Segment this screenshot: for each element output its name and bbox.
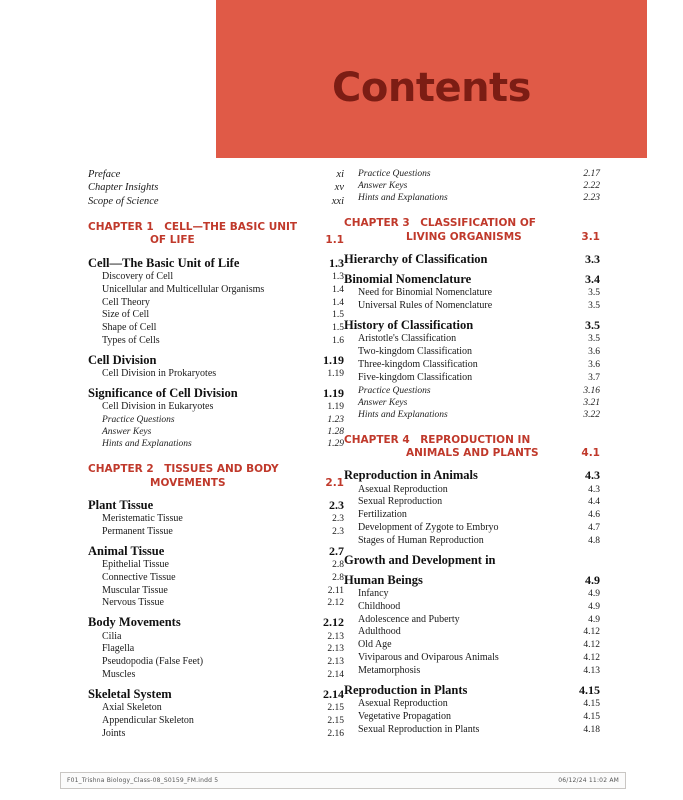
toc-entry-page: 3.7 xyxy=(588,372,600,383)
toc-entry-label: Need for Binomial Nomenclature xyxy=(358,287,493,299)
chapter-title-line1: CELL—THE BASIC UNIT xyxy=(164,221,298,234)
toc-entry-page: 2.15 xyxy=(327,715,344,726)
toc-entry-page: 4.4 xyxy=(588,497,600,508)
contents-body xyxy=(0,168,683,768)
toc-entry-label: Muscles xyxy=(102,668,136,680)
toc-entry-label: Five-kingdom Classification xyxy=(358,371,473,383)
banner-cut-right xyxy=(647,18,683,158)
toc-entry-label: Hints and Explanations xyxy=(358,409,448,420)
toc-entry-page: xv xyxy=(334,182,344,194)
chapter-heading-text xyxy=(88,221,325,247)
toc-entry-page: 2.14 xyxy=(327,669,344,680)
toc-entry-page: 1.3 xyxy=(329,255,344,270)
toc-entry-label: Cell Division in Eukaryotes xyxy=(102,401,214,413)
toc-entry-page: 3.21 xyxy=(583,397,600,408)
toc-entry[interactable] xyxy=(344,496,600,509)
toc-entry[interactable] xyxy=(88,309,344,322)
toc-entry-page: 1.5 xyxy=(332,310,344,321)
chapter-heading-text xyxy=(344,217,581,243)
toc-entry-label: Practice Questions xyxy=(358,169,431,179)
chapter-title-line2: OF LIFE xyxy=(150,234,195,247)
toc-entry-page: 4.12 xyxy=(583,627,600,638)
chapter-title-line1: CLASSIFICATION OF xyxy=(420,217,536,230)
toc-entry[interactable] xyxy=(344,652,600,665)
toc-entry[interactable] xyxy=(88,614,344,630)
toc-entry-label: Two-kingdom Classification xyxy=(358,346,473,358)
toc-entry[interactable] xyxy=(344,409,600,421)
chapter-title-line2: MOVEMENTS xyxy=(150,476,226,489)
chapter-label: CHAPTER 2 xyxy=(88,463,165,476)
chapter-title-line2: LIVING ORGANISMS xyxy=(406,230,522,243)
contents-column-left xyxy=(88,168,344,741)
toc-entry[interactable] xyxy=(88,702,344,715)
toc-entry-label: Answer Keys xyxy=(102,427,152,438)
toc-entry-page: 3.3 xyxy=(585,251,600,266)
toc-entry-label: Viviparous and Oviparous Animals xyxy=(358,651,499,663)
toc-entry-page: 4.18 xyxy=(583,724,600,735)
toc-entry[interactable] xyxy=(88,597,344,610)
toc-entry[interactable] xyxy=(344,467,600,483)
chapter-page: 3.1 xyxy=(581,230,600,243)
toc-entry-label: Joints xyxy=(102,727,126,739)
toc-entry-page: 1.5 xyxy=(332,323,344,334)
toc-entry[interactable] xyxy=(344,397,600,409)
toc-entry[interactable] xyxy=(344,509,600,522)
toc-entry-page: 4.7 xyxy=(588,523,600,534)
footer-filename: F01_Trishna Biology_Class-08_S0159_FM.indd 5 xyxy=(67,777,219,784)
toc-entry[interactable] xyxy=(88,686,344,702)
banner-notch-right xyxy=(647,0,683,18)
toc-entry-page: 2.7 xyxy=(329,543,344,558)
toc-entry[interactable] xyxy=(344,317,600,333)
toc-entry[interactable] xyxy=(88,513,344,526)
toc-entry-label: Sexual Reproduction xyxy=(358,496,443,508)
toc-entry[interactable] xyxy=(344,626,600,639)
toc-entry-page: 1.19 xyxy=(327,369,344,380)
toc-entry-label: Size of Cell xyxy=(102,309,150,321)
toc-entry-label: Nervous Tissue xyxy=(102,597,164,609)
toc-entry-page: 2.14 xyxy=(323,686,344,701)
toc-entry-page: 3.5 xyxy=(588,288,600,299)
toc-entry-label: Asexual Reproduction xyxy=(358,697,448,709)
toc-entry-label: Animal Tissue xyxy=(88,543,165,558)
toc-entry-label: Significance of Cell Division xyxy=(88,385,238,400)
toc-entry[interactable] xyxy=(88,271,344,284)
toc-entry-label: Universal Rules of Nomenclature xyxy=(358,300,493,312)
toc-entry-page: 4.13 xyxy=(583,665,600,676)
toc-entry-label: Scope of Science xyxy=(88,195,159,207)
toc-entry-label: History of Classification xyxy=(344,318,474,333)
toc-entry-label: Preface xyxy=(88,169,121,180)
toc-entry-page: 4.12 xyxy=(583,640,600,651)
toc-entry[interactable] xyxy=(88,297,344,310)
toc-entry-page: 4.9 xyxy=(588,601,600,612)
toc-entry[interactable] xyxy=(344,180,600,192)
toc-entry-page: 3.5 xyxy=(588,334,600,345)
toc-entry-page: 1.4 xyxy=(332,284,344,295)
header-banner xyxy=(0,0,683,158)
toc-entry-page: 4.3 xyxy=(588,484,600,495)
toc-entry-page: 3.6 xyxy=(588,359,600,370)
toc-entry-page: 1.3 xyxy=(332,271,344,282)
toc-entry[interactable] xyxy=(344,484,600,497)
toc-entry-label: Metamorphosis xyxy=(358,664,421,676)
toc-entry-label: Practice Questions xyxy=(358,385,431,396)
chapter-label: CHAPTER 1 xyxy=(88,221,165,234)
toc-entry-label: Practice Questions xyxy=(102,415,175,426)
toc-entry-label: Chapter Insights xyxy=(88,182,159,194)
toc-entry-page: 1.29 xyxy=(327,439,344,450)
toc-entry[interactable] xyxy=(88,526,344,539)
toc-entry[interactable] xyxy=(88,414,344,426)
toc-entry-page: 2.3 xyxy=(332,526,344,537)
toc-entry[interactable] xyxy=(344,271,600,287)
toc-entry-page: 2.15 xyxy=(327,703,344,714)
toc-entry[interactable] xyxy=(88,728,344,741)
toc-entry-label: Cell Division xyxy=(88,352,157,367)
toc-entry[interactable] xyxy=(344,665,600,678)
toc-entry-page: 2.13 xyxy=(327,644,344,655)
toc-entry-label: Childhood xyxy=(358,600,401,612)
contents-column-right xyxy=(344,168,600,736)
toc-entry-label: Adulthood xyxy=(358,626,401,638)
toc-entry[interactable] xyxy=(88,585,344,598)
chapter-page: 2.1 xyxy=(325,476,344,489)
toc-entry-label: Sexual Reproduction in Plants xyxy=(358,723,480,735)
toc-entry-label: Pseudopodia (False Feet) xyxy=(102,656,204,668)
toc-entry-page: 1.4 xyxy=(332,297,344,308)
chapter-heading-2[interactable] xyxy=(88,463,344,489)
toc-entry-label: Connective Tissue xyxy=(102,571,176,583)
toc-entry-label: Hierarchy of Classification xyxy=(344,251,488,266)
toc-entry-page: 1.28 xyxy=(327,427,344,438)
toc-entry[interactable] xyxy=(88,322,344,335)
chapter-title-line1: TISSUES AND BODY xyxy=(164,463,279,476)
toc-entry-page: 3.22 xyxy=(583,409,600,420)
toc-entry-page: 2.3 xyxy=(329,497,344,512)
toc-entry[interactable] xyxy=(344,588,600,601)
toc-entry-label: Types of Cells xyxy=(102,334,160,346)
toc-entry[interactable] xyxy=(88,368,344,381)
toc-entry-page: 1.19 xyxy=(323,385,344,400)
toc-entry[interactable] xyxy=(344,385,600,397)
toc-entry-page: 2.8 xyxy=(332,560,344,571)
toc-entry[interactable] xyxy=(88,656,344,669)
toc-entry-page: 4.12 xyxy=(583,652,600,663)
toc-entry-label: Body Movements xyxy=(88,615,181,630)
toc-entry-page: xi xyxy=(336,169,344,180)
toc-entry[interactable] xyxy=(88,559,344,572)
toc-entry[interactable] xyxy=(88,497,344,513)
toc-entry[interactable] xyxy=(88,715,344,728)
toc-entry-page: 2.16 xyxy=(327,728,344,739)
toc-entry[interactable] xyxy=(344,251,600,267)
toc-entry-label: Cell Division in Prokaryotes xyxy=(102,368,217,380)
toc-entry-page: 4.9 xyxy=(588,614,600,625)
toc-entry-page: 4.8 xyxy=(588,535,600,546)
toc-entry-label: Three-kingdom Classification xyxy=(358,358,478,370)
toc-entry[interactable] xyxy=(88,643,344,656)
toc-entry-page: 3.5 xyxy=(588,301,600,312)
toc-entry-label: Adolescence and Puberty xyxy=(358,613,460,625)
toc-entry[interactable] xyxy=(344,639,600,652)
toc-entry-label: Skeletal System xyxy=(88,686,172,701)
toc-entry-page: xxi xyxy=(331,195,344,207)
toc-entry-page: 2.8 xyxy=(332,572,344,583)
footer-timestamp: 06/12/24 11:02 AM xyxy=(558,777,619,784)
toc-entry-label: Growth and Development in xyxy=(344,552,496,567)
chapter-heading-3[interactable] xyxy=(344,217,600,243)
toc-entry[interactable] xyxy=(88,352,344,368)
toc-entry-label: Asexual Reproduction xyxy=(358,483,448,495)
toc-entry-page: 2.11 xyxy=(327,585,344,596)
toc-entry[interactable] xyxy=(88,426,344,438)
toc-entry-page: 2.22 xyxy=(583,181,600,192)
toc-entry[interactable] xyxy=(88,543,344,559)
toc-entry-page: 4.15 xyxy=(583,698,600,709)
toc-entry-label: Answer Keys xyxy=(358,397,408,408)
toc-entry-label: Hints and Explanations xyxy=(102,439,192,450)
toc-entry-page: 3.6 xyxy=(588,347,600,358)
toc-entry-page: 4.15 xyxy=(579,682,600,697)
toc-entry-page: 4.9 xyxy=(585,572,600,587)
toc-entry[interactable] xyxy=(344,522,600,535)
toc-entry-page: 4.15 xyxy=(583,711,600,722)
toc-entry[interactable] xyxy=(88,335,344,348)
toc-entry-page: 4.9 xyxy=(588,589,600,599)
toc-entry-label: Development of Zygote to Embryo xyxy=(358,522,499,534)
toc-entry[interactable] xyxy=(88,255,344,271)
toc-entry-label: Meristematic Tissue xyxy=(102,513,183,525)
toc-entry[interactable] xyxy=(344,346,600,359)
toc-entry[interactable] xyxy=(88,631,344,644)
banner-notch-left xyxy=(0,0,216,18)
toc-entry-label: Hints and Explanations xyxy=(358,193,448,204)
toc-entry-label: Aristotle's Classification xyxy=(358,333,457,345)
toc-entry-label: Infancy xyxy=(358,588,389,599)
toc-entry-label: Human Beings xyxy=(344,572,423,587)
toc-entry-label: Reproduction in Plants xyxy=(344,682,468,697)
toc-entry-page: 4.6 xyxy=(588,510,600,521)
front-matter-entry[interactable] xyxy=(88,195,344,208)
toc-entry[interactable] xyxy=(344,287,600,300)
chapter-title-line2: ANIMALS AND PLANTS xyxy=(406,447,539,460)
toc-entry-page: 2.17 xyxy=(583,169,600,179)
toc-entry-label: Reproduction in Animals xyxy=(344,468,478,483)
toc-entry-label: Binomial Nomenclature xyxy=(344,272,472,287)
toc-entry-page: 2.12 xyxy=(327,598,344,609)
toc-entry-label: Unicellular and Multicellular Organisms xyxy=(102,283,265,295)
toc-entry-label: Old Age xyxy=(358,639,392,651)
toc-entry[interactable] xyxy=(344,601,600,614)
chapter-label: CHAPTER 4 xyxy=(344,434,421,447)
toc-entry-page: 1.19 xyxy=(327,402,344,413)
toc-entry-page: 2.13 xyxy=(327,631,344,642)
toc-entry-page: 3.16 xyxy=(583,385,600,396)
toc-entry-label: Shape of Cell xyxy=(102,322,157,334)
toc-entry[interactable] xyxy=(344,572,600,588)
toc-entry-label: Flagella xyxy=(102,643,135,655)
chapter-label: CHAPTER 3 xyxy=(344,217,421,230)
toc-entry[interactable] xyxy=(88,385,344,401)
toc-entry[interactable] xyxy=(88,438,344,450)
toc-entry[interactable] xyxy=(344,333,600,346)
toc-entry[interactable] xyxy=(88,669,344,682)
toc-entry-label: Epithelial Tissue xyxy=(102,559,169,571)
front-matter-entry[interactable] xyxy=(88,181,344,194)
toc-entry[interactable] xyxy=(344,192,600,204)
page-footer xyxy=(60,772,626,789)
toc-entry[interactable] xyxy=(88,284,344,297)
toc-entry-label: Cell Theory xyxy=(102,296,150,308)
toc-entry[interactable] xyxy=(88,572,344,585)
page-title: Contents xyxy=(332,65,531,111)
toc-entry-label: Cilia xyxy=(102,630,122,642)
toc-entry[interactable] xyxy=(344,552,600,568)
toc-entry-page: 4.3 xyxy=(585,468,600,483)
toc-entry[interactable] xyxy=(344,682,600,698)
toc-entry[interactable] xyxy=(344,535,600,548)
toc-entry-label: Appendicular Skeleton xyxy=(102,714,194,726)
toc-entry-page: 2.23 xyxy=(583,193,600,204)
toc-entry-label: Axial Skeleton xyxy=(102,702,162,714)
banner-cut-left xyxy=(0,18,216,158)
toc-entry-page: 2.12 xyxy=(323,615,344,630)
chapter-heading-4[interactable] xyxy=(344,434,600,460)
chapter-page: 1.1 xyxy=(325,234,344,247)
toc-entry[interactable] xyxy=(344,359,600,372)
toc-entry-label: Vegetative Propagation xyxy=(358,710,452,722)
toc-entry-label: Cell—The Basic Unit of Life xyxy=(88,255,240,270)
toc-entry[interactable] xyxy=(344,711,600,724)
front-matter-entry[interactable] xyxy=(88,168,344,181)
toc-entry-label: Muscular Tissue xyxy=(102,584,168,596)
toc-entry-label: Plant Tissue xyxy=(88,497,154,512)
toc-entry-label: Fertilization xyxy=(358,509,407,521)
toc-entry-page: 1.6 xyxy=(332,335,344,346)
chapter-heading-text xyxy=(88,463,325,489)
toc-entry-page: 1.23 xyxy=(327,415,344,426)
toc-entry[interactable] xyxy=(344,372,600,385)
chapter-page: 4.1 xyxy=(581,447,600,460)
toc-entry-page: 3.4 xyxy=(585,272,600,287)
toc-entry-label: Permanent Tissue xyxy=(102,525,173,537)
toc-entry-label: Stages of Human Reproduction xyxy=(358,534,484,546)
toc-entry[interactable] xyxy=(88,401,344,414)
toc-entry[interactable] xyxy=(344,724,600,737)
toc-entry-page: 2.13 xyxy=(327,657,344,668)
toc-entry[interactable] xyxy=(344,698,600,711)
toc-entry[interactable] xyxy=(344,168,600,180)
toc-entry-label: Answer Keys xyxy=(358,181,408,192)
toc-entry-page: 3.5 xyxy=(585,318,600,333)
toc-entry[interactable] xyxy=(344,300,600,313)
chapter-title-line1: REPRODUCTION IN xyxy=(420,434,531,447)
toc-entry-page: 1.19 xyxy=(323,352,344,367)
chapter-heading-1[interactable] xyxy=(88,221,344,247)
toc-entry-label: Discovery of Cell xyxy=(102,270,174,282)
toc-entry[interactable] xyxy=(344,614,600,627)
toc-entry-page: 2.3 xyxy=(332,514,344,525)
chapter-heading-text xyxy=(344,434,581,460)
